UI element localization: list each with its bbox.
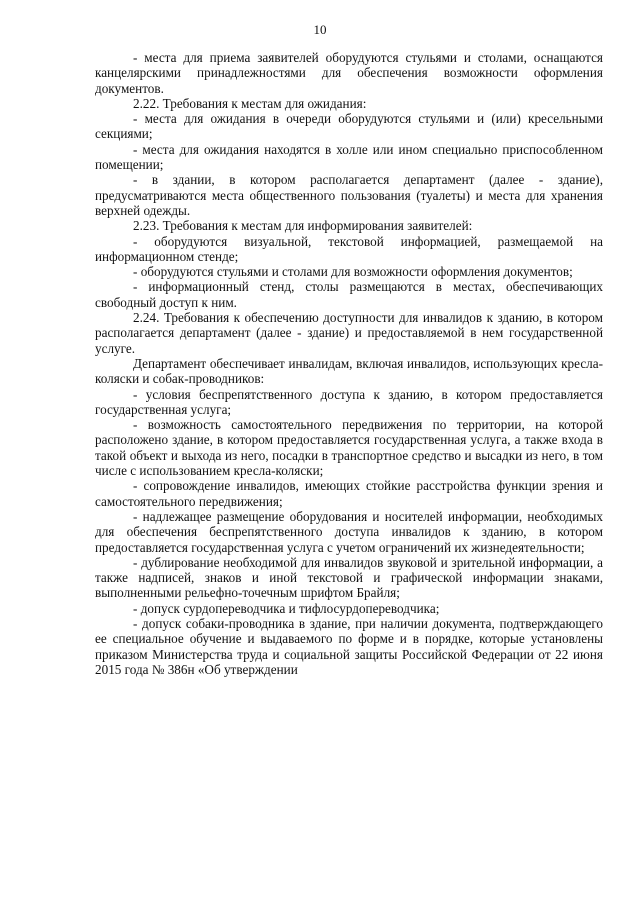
paragraph-15: - надлежащее размещение оборудования и носителей информации, необходимых для обеспечения беспрепятственного доступа инвалидов к зданию, в котором предоставляется государственная услуга с учетом ограничений их жизнедеятельности;	[95, 508, 603, 555]
paragraph-5: - в здании, в котором располагается департамент (далее - здание), предусматриваются места общественного пользования (туалеты) и места для хранения верхней одежды.	[95, 172, 603, 218]
paragraph-8: - оборудуются стульями и столами для возможности оформления документов;	[133, 264, 573, 280]
paragraph-2: 2.22. Требования к местам для ожидания:	[133, 95, 367, 111]
paragraph-18: - допуск собаки-проводника в здание, при наличии документа, подтверждающего ее специальное обучение и выдаваемого по форме и в порядке, которые установлены приказом Министерства труда и социальной защиты Российской Федерации от 22 июня 2015 года № 386н «Об утверждении	[95, 615, 603, 677]
paragraph-16: - дублирование необходимой для инвалидов звуковой и зрительной информации, а также надписей, знаков и иной текстовой и графической информации знаками, выполненными рельефно-точечным шрифтом Брайля;	[95, 554, 603, 601]
paragraph-12: - условия беспрепятственного доступа к зданию, в котором предоставляется государственная услуга;	[95, 386, 603, 417]
paragraph-11: Департамент обеспечивает инвалидам, включая инвалидов, использующих кресла-коляски и собак-проводников:	[95, 355, 603, 387]
paragraph-7: - оборудуются визуальной, текстовой информацией, размещаемой на информационном стенде;	[95, 233, 603, 264]
page-number: 10	[313, 22, 327, 37]
paragraph-3: - места для ожидания в очереди оборудуются стульями и (или) кресельными секциями;	[95, 111, 603, 142]
document-body	[95, 50, 603, 677]
paragraph-10: 2.24. Требования к обеспечению доступности для инвалидов к зданию, в котором располагается департамент (далее - здание) и предоставляемой в нем государственной услуге.	[95, 310, 603, 356]
paragraph-9: - информационный стенд, столы размещаются в местах, обеспечивающих свободный доступ к ним.	[95, 279, 603, 310]
paragraph-17: - допуск сурдопереводчика и тифлосурдопереводчика;	[133, 600, 440, 616]
paragraph-13: - возможность самостоятельного передвижения по территории, на которой расположено здание, в котором предоставляется государственная услуга, а также входа в такой объект и выхода из него, посадки в транспортное средство и высадки из него, в том числе с использованием кресла-коляски;	[95, 417, 603, 479]
paragraph-14: - сопровождение инвалидов, имеющих стойкие расстройства функции зрения и самостоятельного передвижения;	[95, 478, 603, 509]
paragraph-4: - места для ожидания находятся в холле или ином специально приспособленном помещении;	[95, 141, 603, 173]
paragraph-1: - места для приема заявителей оборудуются стульями и столами, оснащаются канцелярскими принадлежностями для обеспечения возможности оформления документов.	[95, 50, 603, 96]
paragraph-6: 2.23. Требования к местам для информирования заявителей:	[133, 218, 473, 234]
